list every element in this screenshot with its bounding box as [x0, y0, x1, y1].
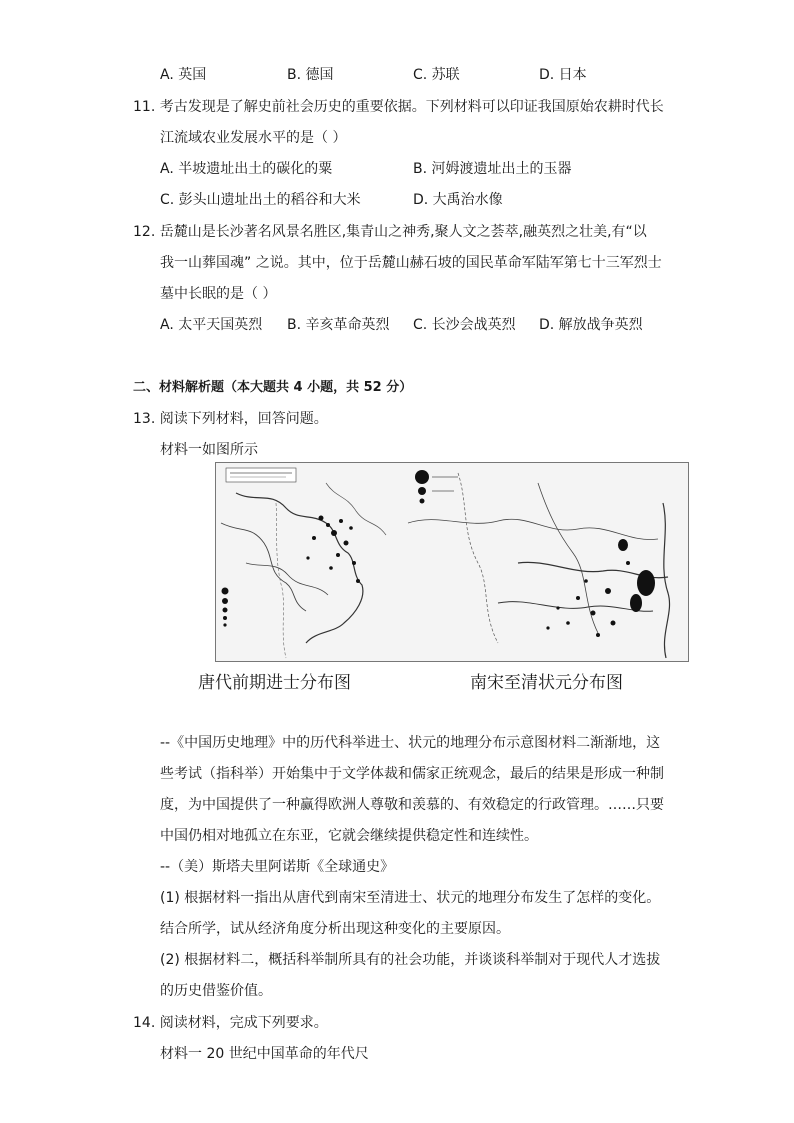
q13-sub1-line1: (1) 根据材料一指出从唐代到南宋至清进士、状元的地理分布发生了怎样的变化。: [160, 890, 661, 906]
q13-source-citation: --（美）斯塔夫里阿诺斯《全球通史》: [160, 859, 395, 875]
q13-para-line1: --《中国历史地理》中的历代科举进士、状元的地理分布示意图材料二渐渐地，这: [160, 735, 661, 751]
q10-option-c: C. 苏联: [413, 67, 460, 83]
q12-stem-line3: 墓中长眠的是（ ）: [160, 286, 277, 302]
q14-stem: 14. 阅读材料，完成下列要求。: [133, 1015, 328, 1031]
q11-stem-line1: 11. 考古发现是了解史前社会历史的重要依据。下列材料可以印证我国原始农耕时代长: [133, 99, 664, 115]
q13-sub2-line1: (2) 根据材料二，概括科举制所具有的社会功能，并谈谈科举制对于现代人才选拔: [160, 952, 661, 968]
q11-option-b: B. 河姆渡遗址出土的玉器: [413, 161, 572, 177]
q13-stem: 13. 阅读下列材料，回答问题。: [133, 411, 328, 427]
q11-option-c: C. 彭头山遗址出土的稻谷和大米: [160, 192, 361, 208]
q13-sub2-line2: 的历史借鉴价值。: [160, 983, 272, 999]
song-qing-map-caption: 南宋至清状元分布图: [470, 673, 623, 693]
q11-stem-line2: 江流域农业发展水平的是（ ）: [160, 130, 347, 146]
section-heading: 二、材料解析题（本大题共 4 小题，共 52 分）: [133, 380, 413, 395]
q14-material1: 材料一 20 世纪中国革命的年代尺: [160, 1046, 369, 1062]
song-qing-zhuangyuan-map: [398, 462, 689, 662]
q10-option-a: A. 英国: [160, 67, 207, 83]
song-qing-map-image: [398, 463, 688, 661]
q12-option-c: C. 长沙会战英烈: [413, 317, 516, 333]
q12-stem-line1: 12. 岳麓山是长沙著名风景名胜区,集青山之神秀,聚人文之荟萃,融英烈之壮美,有“以: [133, 224, 647, 240]
q11-option-a: A. 半坡遗址出土的碳化的粟: [160, 161, 333, 177]
q13-para-line3: 度，为中国提供了一种赢得欧洲人尊敬和羡慕的、有效稳定的行政管理。……只要: [160, 797, 664, 813]
q13-para-line2: 些考试（指科举）开始集中于文学体裁和儒家正统观念，最后的结果是形成一种制: [160, 766, 664, 782]
history-maps-figure: [160, 462, 688, 700]
q10-option-b: B. 德国: [287, 67, 334, 83]
q12-option-d: D. 解放战争英烈: [539, 317, 643, 333]
q13-material1-label: 材料一如图所示: [160, 442, 258, 458]
tang-map-image: [216, 463, 406, 661]
q12-option-a: A. 太平天国英烈: [160, 317, 263, 333]
tang-jinshi-map: [215, 462, 407, 662]
tang-map-caption: 唐代前期进士分布图: [198, 673, 351, 693]
q12-stem-line2: 我一山葬国魂” 之说。其中，位于岳麓山赫石坡的国民革命军陆军第七十三军烈士: [160, 255, 662, 271]
q13-para-line4: 中国仍相对地孤立在东亚，它就会继续提供稳定性和连续性。: [160, 828, 538, 844]
q11-option-d: D. 大禹治水像: [413, 192, 503, 208]
q13-sub1-line2: 结合所学，试从经济角度分析出现这种变化的主要原因。: [160, 921, 510, 937]
q12-option-b: B. 辛亥革命英烈: [287, 317, 390, 333]
q10-option-d: D. 日本: [539, 67, 587, 83]
